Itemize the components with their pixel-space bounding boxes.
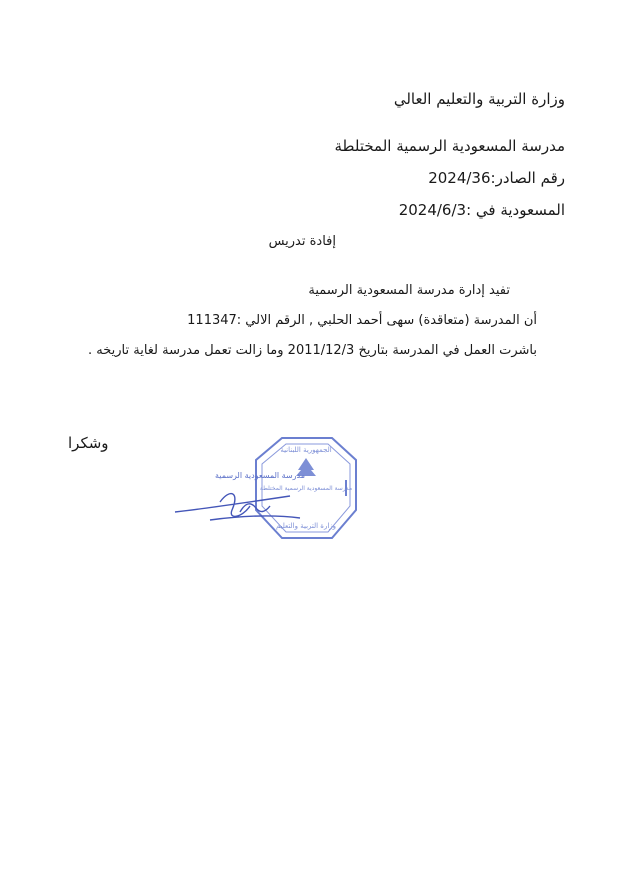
stamp-top-text: الجمهورية اللبنانية [280,446,332,454]
school-stamp [170,432,370,552]
closing: وشكرا [68,434,109,452]
stamp-bottom-text: وزارة التربية والتعليم [275,522,337,530]
ministry-line: وزارة التربية والتعليم العالي [393,90,565,108]
school-line: مدرسة المسعودية الرسمية المختلطة [334,137,565,155]
stamp-signature-line: مدرسة المسعودية الرسمية [214,471,306,480]
signature [175,494,300,520]
stamp-school-name: مدرسة المسعودية الرسمية المختلطة [259,485,353,492]
body-line-2: أن المدرسة (متعاقدة) سهى أحمد الحلبي , الرقم الالي :111347 [187,313,537,328]
body-line-3: باشرت العمل في المدرسة بتاريخ 2011/12/3 وما زالت تعمل مدرسة لغاية تاريخه . [88,343,537,358]
subject: إفادة تدريس [268,234,336,249]
place-date: المسعودية في :2024/6/3 [398,201,565,219]
body-line-1: تفيد إدارة مدرسة المسعودية الرسمية [308,283,510,298]
reference-number: رقم الصادر:2024/36 [428,169,565,187]
